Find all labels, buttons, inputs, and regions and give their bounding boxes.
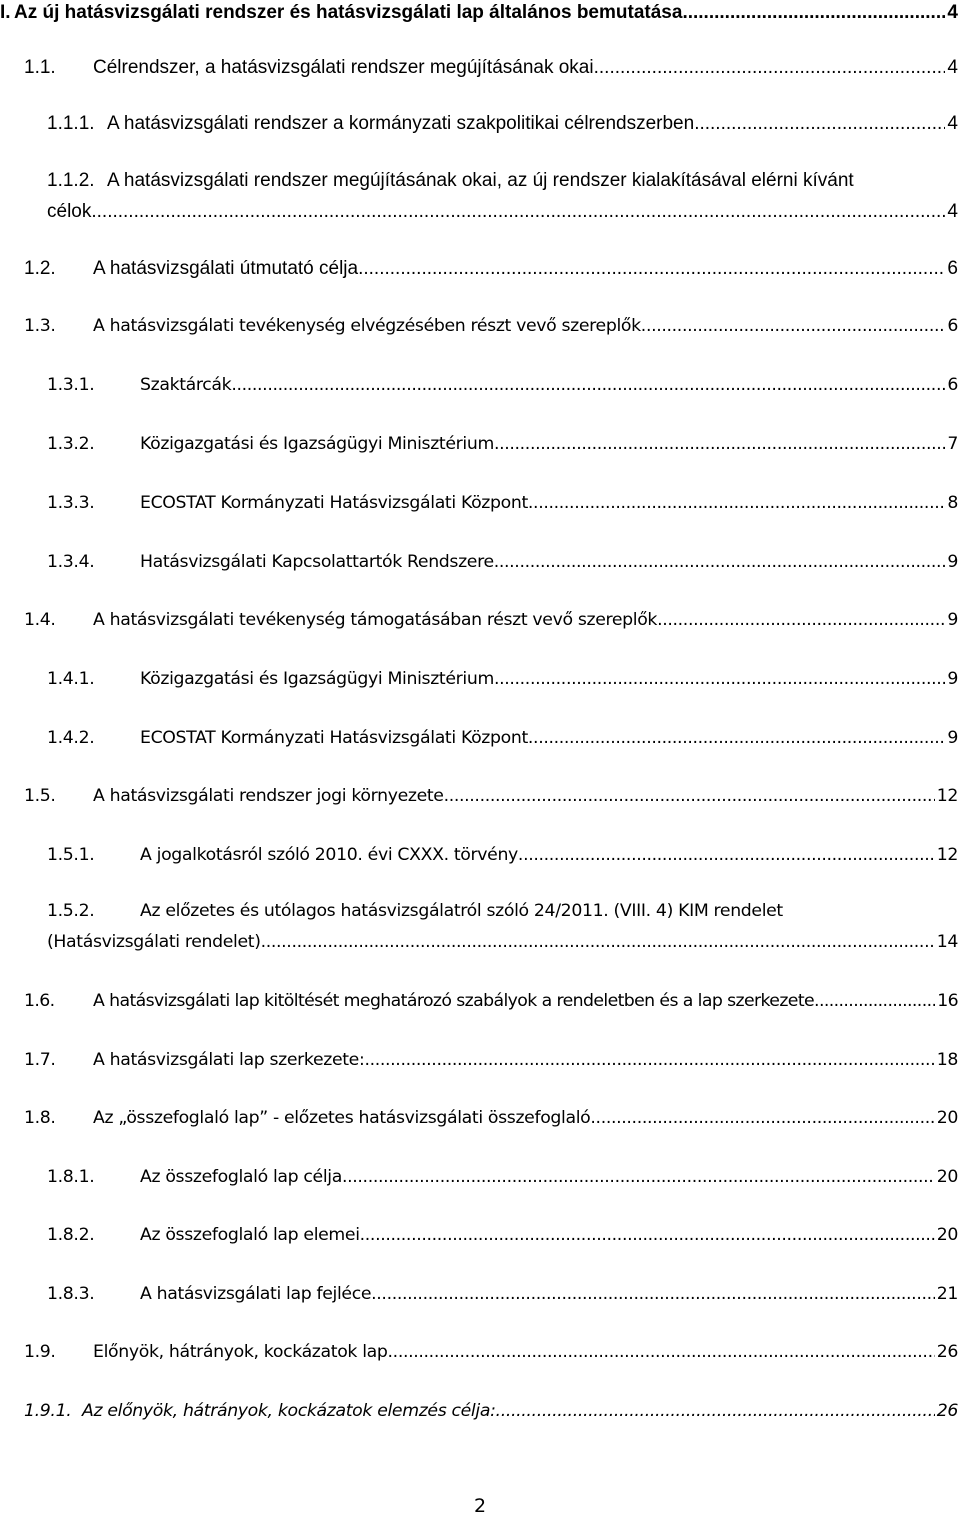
toc-entry-number: 1.5.2. (47, 901, 95, 921)
dot-leader (496, 1401, 935, 1421)
toc-entry-line (47, 901, 958, 921)
toc-entry-12[interactable] (47, 669, 958, 689)
toc-entry-23[interactable] (24, 1342, 958, 1362)
toc-entry-number: 1.1.1. (47, 113, 95, 134)
page-number: 2 (473, 1495, 487, 1517)
toc-entry-16[interactable] (0, 901, 960, 965)
dot-leader (91, 201, 945, 223)
toc-entry-number: 1.8.1. (47, 1167, 95, 1187)
toc-entry-title: A hatásvizsgálati útmutató célja (93, 258, 359, 279)
toc-entry-number: 1.8.3. (47, 1284, 95, 1304)
toc-entry-14[interactable] (24, 786, 958, 806)
toc-entry-22[interactable] (47, 1284, 958, 1304)
toc-entry-20[interactable] (47, 1167, 958, 1187)
toc-entry-title: A hatásvizsgálati tevékenység támogatásában részt vevő szereplők (93, 610, 658, 630)
toc-entry-title: ECOSTAT Kormányzati Hatásvizsgálati Központ (140, 493, 528, 513)
toc-entry-number: 1.4.2. (47, 728, 95, 748)
toc-entry-title: Előnyök, hátrányok, kockázatok lap (93, 1342, 388, 1362)
dot-leader (231, 375, 945, 395)
toc-entry-line (47, 201, 958, 223)
toc-entry-4[interactable] (0, 170, 960, 234)
toc-entry-page: 14 (936, 932, 958, 952)
toc-entry-title: A hatásvizsgálati rendszer megújításának okai, az új rendszer kialakításával elérni kívánt (107, 170, 854, 191)
toc-entry-title: Az előzetes és utólagos hatásvizsgálatról szóló 24/2011. (VIII. 4) KIM rendelet (140, 901, 783, 921)
toc-entry-page: 4 (947, 2, 958, 23)
toc-entry-6[interactable] (24, 316, 958, 336)
toc-entry-title: Az új hatásvizsgálati rendszer és hatásvizsgálati lap általános bemutatása (14, 2, 683, 23)
toc-entry-title: Az összefoglaló lap elemei (140, 1225, 360, 1245)
dot-leader (814, 991, 935, 1011)
toc-entry-number: 1.3.2. (47, 434, 95, 454)
toc-entry-title: Szaktárcák (140, 375, 232, 395)
toc-entry-title: A hatásvizsgálati rendszer jogi környezete (93, 786, 444, 806)
toc-entry-3[interactable] (47, 113, 958, 135)
dot-leader (364, 1050, 934, 1070)
toc-entry-page: 4 (947, 201, 958, 222)
toc-entry-title: Célrendszer, a hatásvizsgálati rendszer megújításának okai (93, 57, 594, 78)
toc-entry-24[interactable] (24, 1401, 958, 1421)
toc-entry-10[interactable] (47, 552, 958, 572)
toc-entry-title: Közigazgatási és Igazságügyi Minisztérium (140, 669, 494, 689)
toc-entry-page: 26 (936, 1401, 958, 1421)
toc-entry-page: 16 (937, 991, 958, 1011)
toc-entry-5[interactable] (24, 258, 958, 280)
toc-entry-title: Hatásvizsgálati Kapcsolattartók Rendszere (140, 552, 494, 572)
toc-entry-2[interactable] (24, 57, 958, 79)
toc-entry-page: 6 (947, 316, 958, 336)
dot-leader (590, 1108, 934, 1128)
dot-leader (641, 316, 946, 336)
dot-leader (360, 1225, 935, 1245)
toc-entry-15[interactable] (47, 845, 958, 865)
toc-entry-title: Az összefoglaló lap célja (140, 1167, 342, 1187)
toc-entry-17[interactable] (24, 991, 958, 1011)
toc-entry-page: 20 (936, 1108, 958, 1128)
toc-entry-number: 1.2. (24, 258, 56, 279)
dot-leader (358, 258, 945, 280)
toc-entry-page: 20 (936, 1167, 958, 1187)
toc-entry-page: 18 (936, 1050, 958, 1070)
toc-entry-18[interactable] (24, 1050, 958, 1070)
dot-leader (444, 786, 935, 806)
toc-entry-number: 1.7. (24, 1050, 56, 1070)
toc-entry-7[interactable] (47, 375, 958, 395)
dot-leader (682, 2, 945, 24)
toc-entry-number: 1.3.4. (47, 552, 95, 572)
toc-entry-number: 1.3.3. (47, 493, 95, 513)
toc-entry-page: 12 (936, 786, 958, 806)
toc-entry-line (47, 932, 958, 952)
toc-entry-title: Közigazgatási és Igazságügyi Minisztérium (140, 434, 494, 454)
toc-entry-number: 1.8.2. (47, 1225, 95, 1245)
toc-entry-page: 21 (936, 1284, 958, 1304)
toc-entry-page: 4 (947, 57, 958, 78)
toc-entry-page: 26 (936, 1342, 958, 1362)
toc-entry-11[interactable] (24, 610, 958, 630)
dot-leader (528, 728, 945, 748)
toc-entry-number: 1.5.1. (47, 845, 95, 865)
toc-entry-13[interactable] (47, 728, 958, 748)
toc-entry-title: A hatásvizsgálati lap fejléce (140, 1284, 372, 1304)
toc-entry-number: 1.1. (24, 57, 56, 78)
toc-entry-number: 1.4.1. (47, 669, 95, 689)
dot-leader (694, 113, 945, 135)
toc-entry-19[interactable] (24, 1108, 958, 1128)
dot-leader (388, 1342, 935, 1362)
toc-entry-line (47, 170, 958, 192)
dot-leader (518, 845, 935, 865)
dot-leader (494, 434, 945, 454)
toc-entry-page: 12 (936, 845, 958, 865)
toc-entry-page: 6 (947, 375, 958, 395)
toc-entry-page: 6 (947, 258, 958, 279)
toc-entry-number: 1.9.1. (24, 1401, 72, 1421)
dot-leader (371, 1284, 935, 1304)
dot-leader (657, 610, 945, 630)
toc-entry-page: 9 (947, 669, 958, 689)
toc-entry-page: 20 (936, 1225, 958, 1245)
toc-entry-number: 1.1.2. (47, 170, 95, 191)
toc-entry-9[interactable] (47, 493, 958, 513)
dot-leader (494, 669, 945, 689)
toc-entry-number: 1.4. (24, 610, 56, 630)
dot-leader (594, 57, 946, 79)
toc-entry-number: 1.9. (24, 1342, 56, 1362)
toc-entry-title-continued: (Hatásvizsgálati rendelet) (47, 932, 261, 952)
dot-leader (494, 552, 946, 572)
toc-entry-title: A hatásvizsgálati tevékenység elvégzésében részt vevő szereplők (93, 316, 641, 336)
dot-leader (342, 1167, 935, 1187)
toc-entry-page: 9 (947, 610, 958, 630)
toc-entry-8[interactable] (47, 434, 958, 454)
toc-entry-title: Az „összefoglaló lap” - előzetes hatásvizsgálati összefoglaló (93, 1108, 591, 1128)
toc-entry-page: 9 (947, 728, 958, 748)
toc-entry-number: 1.3.1. (47, 375, 95, 395)
toc-entry-number: I. (0, 2, 11, 23)
toc-entry-page: 8 (947, 493, 958, 513)
toc-entry-page: 7 (947, 434, 958, 454)
toc-entry-title: A hatásvizsgálati rendszer a kormányzati szakpolitikai célrendszerben (107, 113, 695, 134)
toc-entry-title: A hatásvizsgálati lap kitöltését meghatározó szabályok a rendeletben és a lap szerkezete (93, 991, 815, 1011)
toc-entry-title: A jogalkotásról szóló 2010. évi CXXX. törvény (140, 845, 518, 865)
dot-leader (261, 932, 935, 952)
toc-entry-page: 9 (947, 552, 958, 572)
toc-entry-number: 1.6. (24, 991, 55, 1011)
toc-entry-title: A hatásvizsgálati lap szerkezete: (93, 1050, 365, 1070)
toc-entry-number: 1.3. (24, 316, 56, 336)
toc-entry-21[interactable] (47, 1225, 958, 1245)
dot-leader (528, 493, 945, 513)
toc-entry-title: ECOSTAT Kormányzati Hatásvizsgálati Központ (140, 728, 528, 748)
toc-entry-1[interactable] (0, 2, 958, 24)
toc-entry-page: 4 (947, 113, 958, 134)
toc-entry-title-continued: célok (47, 201, 92, 222)
toc-entry-number: 1.5. (24, 786, 56, 806)
toc-entry-number: 1.8. (24, 1108, 56, 1128)
toc-entry-title: Az előnyök, hátrányok, kockázatok elemzés célja: (82, 1401, 496, 1421)
